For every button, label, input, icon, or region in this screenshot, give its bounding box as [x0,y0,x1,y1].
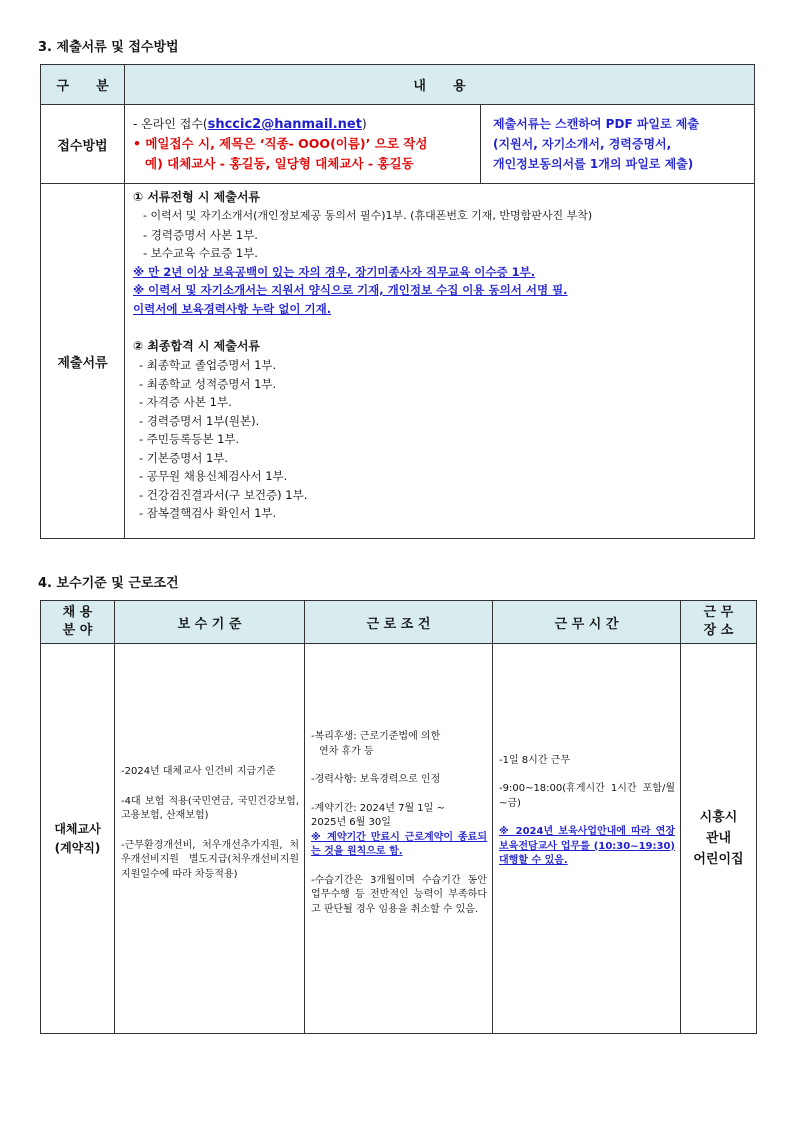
cond-welfare-1: -복리후생: 근로기준법에 의한 [311,731,441,742]
pay-cell [115,644,305,1034]
cond-contract-1: -계약기간: 2024년 7월 1일 ~ [311,802,445,814]
stage2-item: - 주민등록등본 1부. [139,432,240,446]
conditions-table [40,600,757,1034]
header-pay: 보 수 기 준 [115,601,305,644]
hours-note: ※ 2024년 보육사업안내에 따라 연장보육전담교사 업무를 (10:30~19:30) 대행할 수 있음. [499,826,675,866]
conditions-cell [305,644,493,1034]
stage2-title: ② 최종합격 시 제출서류 [133,339,261,353]
field-cell [41,644,115,1034]
cond-career: -경력사항: 보육경력으로 인정 [311,774,441,785]
email-link[interactable]: shccic2@hanmail.net [207,116,362,132]
stage2-item: - 잠복결핵검사 확인서 1부. [139,506,277,520]
pay-item: -근무환경개선비, 처우개선추가지원, 처우개선비지원 별도지급(처우개선비지원 지원일수에 따라 차등적용) [121,839,299,880]
header-category [41,65,125,105]
header-field-line2: 분 야 [62,623,93,638]
documents-table [40,64,755,539]
note-line1: 제출서류는 스캔하여 PDF 파일로 제출 [493,117,699,131]
field-line2: (계약직) [54,840,101,855]
pay-item: -2024년 대체교사 인건비 지급기준 [121,766,276,777]
place-line2: 관내 [705,831,732,846]
place-line1: 시흥시 [699,810,738,825]
stage1-note: 이력서에 보육경력사항 누락 없이 기재. [133,301,332,316]
header-place-line1: 근 무 [703,605,734,620]
field-line1: 대체교사 [54,821,101,836]
stage1-item: - 경력증명서 사본 1부. [143,227,258,242]
stage2-item: - 최종학교 성적증명서 1부. [139,376,277,391]
header-content [125,65,755,105]
reception-note [481,105,755,184]
header-place [681,601,757,644]
header-content-label: 내 용 [413,79,466,94]
documents-label: 제출서류 [41,184,125,539]
stage2-item: - 공무원 채용신체검사서 1부. [139,469,288,483]
place-cell [681,644,757,1034]
stage2-item: - 자격증 사본 1부. [139,395,232,409]
mail-instruction-line1: • 메일접수 시, 제목은 ‘직종- OOO(이름)’ 으로 작성 [133,135,428,151]
stage2-item: - 기본증명서 1부. [139,450,229,465]
hours-1: -1일 8시간 근무 [499,754,570,766]
mail-instruction-line2: 예) 대체교사 - 홍길동, 일당형 대체교사 - 홍길동 [145,155,414,171]
cond-contract-2: 2025년 6월 30일 [311,817,391,828]
pay-item: -4대 보험 적용(국민연금, 국민건강보험, 고용보험, 산재보험) [121,795,299,821]
section3-title: 3. 제출서류 및 접수방법 [38,40,179,55]
hours-2: -9:00~18:00(휴게시간 1시간 포함/월~금) [499,783,675,809]
place-line3: 어린이집 [693,852,744,867]
stage2-item: - 최종학교 졸업증명서 1부. [139,358,277,372]
header-field [41,601,115,644]
online-suffix: ) [361,116,367,131]
stage1-item: - 이력서 및 자기소개서(개인정보제공 동의서 필수)1부. (휴대폰번호 기재, 반명함판사진 부착) [143,209,593,222]
stage1-item: - 보수교육 수료증 1부. [143,246,258,260]
stage1-title: ① 서류전형 시 제출서류 [133,190,261,204]
stage2-item: - 경력증명서 1부(원본). [139,413,260,428]
cond-probation: -수습기간은 3개월이며 수습기간 동안 업무수행 등 전반적인 능력이 부족하다고 판단될 경우 임용을 취소할 수 있음. [311,874,487,915]
header-place-line2: 장 소 [703,623,734,638]
cond-contract-note: ※ 계약기간 만료시 근로계약이 종료되는 것을 원칙으로 함. [311,831,487,857]
cond-welfare-2: 연차 휴가 등 [319,745,374,757]
reception-content [125,105,481,184]
online-prefix: - 온라인 접수( [133,116,208,131]
documents-content [125,184,755,539]
reception-label: 접수방법 [41,105,125,184]
stage2-item: - 건강검진결과서(구 보건증) 1부. [139,487,308,502]
stage1-note: ※ 이력서 및 자기소개서는 지원서 양식으로 기재, 개인정보 수집 이용 동의서 서명 필. [133,283,568,297]
hours-cell [493,644,681,1034]
header-field-line1: 채 용 [62,605,93,620]
note-line2: (지원서, 자기소개서, 경력증명서, [493,137,672,151]
header-category-label: 구 분 [56,79,109,94]
note-line3: 개인정보동의서를 1개의 파일로 제출) [493,157,694,171]
header-conditions: 근 로 조 건 [305,601,493,644]
section4-title: 4. 보수기준 및 근로조건 [38,576,179,591]
stage1-note: ※ 만 2년 이상 보육공백이 있는 자의 경우, 장기미종사자 직무교육 이수증 1부. [133,264,536,279]
header-hours: 근 무 시 간 [493,601,681,644]
